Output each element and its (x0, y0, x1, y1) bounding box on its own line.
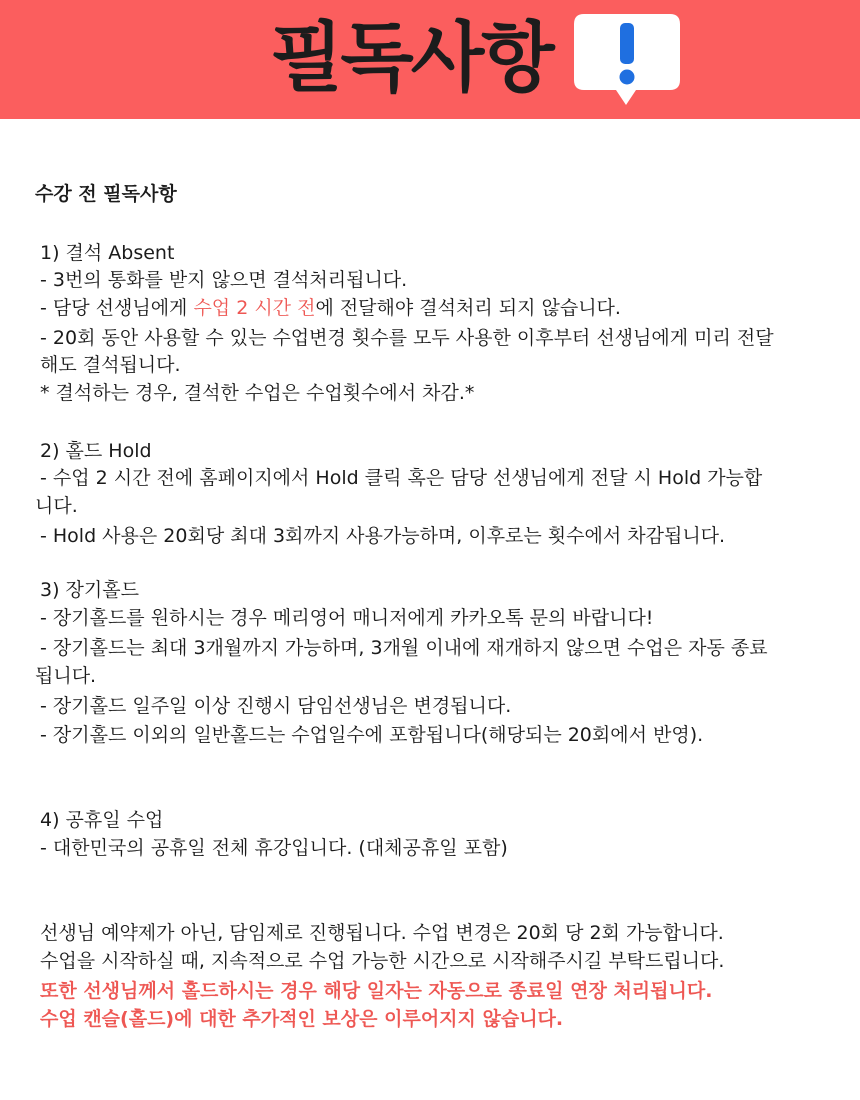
long-hold-line-2b: 됩니다. (35, 665, 97, 687)
hold-line-1a: - 수업 2 시간 전에 홈페이지에서 Hold 클릭 혹은 담당 선생님에게 전달 시 Hold 가능합 (40, 467, 763, 489)
hold-heading: 2) 홀드 Hold (40, 440, 152, 462)
hold-line-1b: 니다. (35, 495, 78, 517)
absent-line-2-post: 에 전달해야 결석처리 되지 않습니다. (315, 297, 621, 319)
absent-highlight: 수업 2 시간 전 (193, 297, 316, 319)
absent-note: * 결석하는 경우, 결석한 수업은 수업횟수에서 차감.* (40, 382, 475, 404)
long-hold-line-3: - 장기홀드 일주일 이상 진행시 담임선생님은 변경됩니다. (40, 695, 512, 717)
long-hold-line-1: - 장기홀드를 원하시는 경우 메리영어 매니저에게 카카오톡 문의 바랍니다! (40, 607, 654, 629)
section-title: 수강 전 필독사항 (35, 183, 177, 205)
long-hold-line-4: - 장기홀드 이외의 일반홀드는 수업일수에 포함됩니다(해당되는 20회에서 반영). (40, 724, 704, 746)
long-hold-heading: 3) 장기홀드 (40, 579, 139, 601)
absent-line-3b: 해도 결석됩니다. (40, 354, 181, 376)
absent-line-1: - 3번의 통화를 받지 않으면 결석처리됩니다. (40, 269, 408, 291)
holiday-line-1: - 대한민국의 공휴일 전체 휴강입니다. (대체공휴일 포함) (40, 837, 508, 859)
holiday-heading: 4) 공휴일 수업 (40, 809, 164, 831)
footer-line-2: 수업을 시작하실 때, 지속적으로 수업 가능한 시간으로 시작해주시길 부탁드립니다. (40, 950, 725, 972)
absent-line-3a: - 20회 동안 사용할 수 있는 수업변경 횟수를 모두 사용한 이후부터 선생님에게 미리 전달 (40, 327, 774, 349)
exclamation-speech-bubble-icon (574, 14, 680, 106)
absent-line-2-pre: - 담당 선생님에게 (40, 297, 194, 319)
hold-line-2: - Hold 사용은 20회당 최대 3회까지 사용가능하며, 이후로는 횟수에서 차감됩니다. (40, 525, 726, 547)
long-hold-line-2a: - 장기홀드는 최대 3개월까지 가능하며, 3개월 이내에 재개하지 않으면 수업은 자동 종료 (40, 637, 768, 659)
absent-line-2 (40, 295, 621, 321)
page-title: 필독사항 (270, 13, 552, 102)
header-banner (0, 0, 860, 119)
absent-heading: 1) 결석 Absent (40, 242, 175, 264)
footer-line-1: 선생님 예약제가 아닌, 담임제로 진행됩니다. 수업 변경은 20회 당 2회 가능합니다. (40, 922, 724, 944)
footer-warning-2: 수업 캔슬(홀드)에 대한 추가적인 보상은 이루어지지 않습니다. (40, 1008, 564, 1030)
footer-warning-1: 또한 선생님께서 홀드하시는 경우 해당 일자는 자동으로 종료일 연장 처리됩니다. (40, 980, 713, 1002)
